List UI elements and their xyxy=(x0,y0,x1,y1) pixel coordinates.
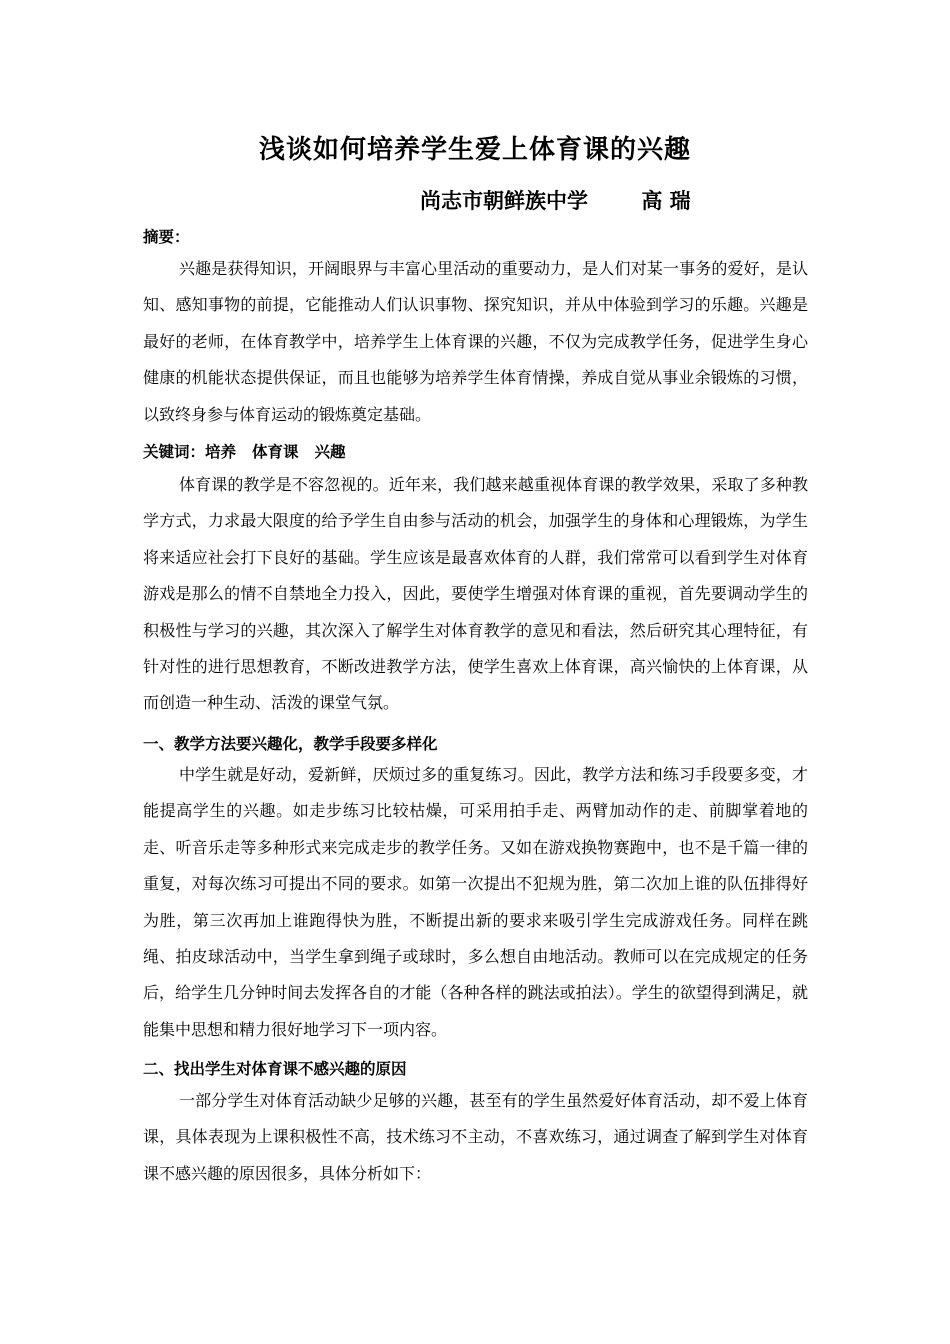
keyword: 培养 xyxy=(205,443,237,461)
section-2-paragraph: 一部分学生对体育活动缺少足够的兴趣，甚至有的学生虽然爱好体育活动，却不爱上体育课，具体表现为上课积极性不高，技术练习不主动，不喜欢练习，通过调查了解到学生对体育课不感兴趣的原因很多，具体分析如下： xyxy=(143,1091,808,1183)
keyword: 兴趣 xyxy=(314,443,346,461)
section-heading-2: 二、找出学生对体育课不感兴趣的原因 xyxy=(143,1060,407,1078)
abstract-paragraph: 兴趣是获得知识，开阔眼界与丰富心里活动的重要动力，是人们对某一事务的爱好，是认知、感知事物的前提，它能推动人们认识事物、探究知识，并从中体验到学习的乐趣。兴趣是最好的老师，在体育教学中，培养学生上体育课的兴趣，不仅为完成教学任务，促进学生身心健康的机能状态提供保证，而且也能够为培养学生体育情操，养成自觉从事业余锻炼的习惯，以致终身参与体育运动的锻炼奠定基础。 xyxy=(143,259,808,424)
section-1-paragraph: 中学生就是好动，爱新鲜，厌烦过多的重复练习。因此，教学方法和练习手段要多变，才能提高学生的兴趣。如走步练习比较枯燥，可采用拍手走、两臂加动作的走、前脚掌着地的走、听音乐走等多种形式来完成走步的教学任务。又如在游戏换物赛跑中，也不是千篇一律的重复，对每次练习可提出不同的要求。如第一次提出不犯规为胜，第二次加上谁的队伍排得好为胜，第三次再加上谁跑得快为胜，不断提出新的要求来吸引学生完成游戏任务。同样在跳绳、拍皮球活动中，当学生拿到绳子或球时，多么想自由地活动。教师可以在完成规定的任务后，给学生几分钟时间去发挥各自的才能（各种各样的跳法或拍法）。学生的欲望得到满足，就能集中思想和精力很好地学习下一项内容。 xyxy=(143,765,808,1039)
section-heading-1: 一、教学方法要兴趣化，教学手段要多样化 xyxy=(143,735,438,753)
keywords-label: 关键词： xyxy=(143,443,206,461)
school-name: 尚志市朝鲜族中学 xyxy=(420,189,588,213)
intro-paragraph: 体育课的教学是不容忽视的。近年来，我们越来越重视体育课的教学效果，采取了多种教学方式，力求最大限度的给予学生自由参与活动的机会，加强学生的身体和心理锻炼，为学生将来适应社会打下良好的基础。学生应该是最喜欢体育的人群，我们常常可以看到学生对体育游戏是那么的情不自禁地全力投入，因此，要使学生增强对体育课的重视，首先要调动学生的积极性与学习的兴趣，其次深入了解学生对体育教学的意见和看法，然后研究其心理特征，有针对性的进行思想教育，不断改进教学方法，使学生喜欢上体育课，高兴愉快的上体育课，从而创造一种生动、活泼的课堂气氛。 xyxy=(143,475,808,713)
abstract-label: 摘要： xyxy=(143,228,190,246)
author-line xyxy=(420,186,691,216)
keyword: 体育课 xyxy=(252,443,299,461)
document-title: 浅谈如何培养学生爱上体育课的兴趣 xyxy=(258,135,691,165)
keywords-row xyxy=(143,441,362,463)
author-name: 高 瑞 xyxy=(641,189,691,213)
